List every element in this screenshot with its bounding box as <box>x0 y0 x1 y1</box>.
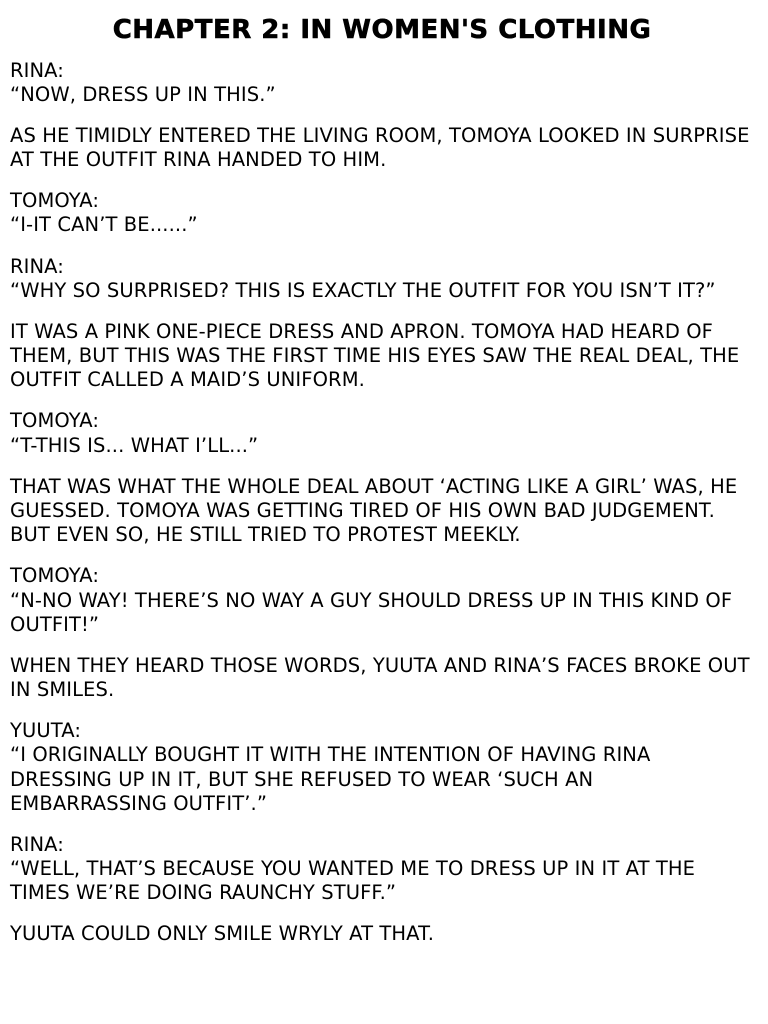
narration-block <box>10 124 754 172</box>
dialogue-block <box>10 833 754 906</box>
dialogue-line: “I-IT CAN’T BE......” <box>10 213 198 237</box>
dialogue-block <box>10 409 754 457</box>
page-title: CHAPTER 2: IN WOMEN'S CLOTHING <box>112 15 652 45</box>
dialogue-line: “I ORIGINALLY BOUGHT IT WITH THE INTENTION OF HAVING RINA DRESSING UP IN IT, BUT SHE REFUSED TO WEAR ‘SUCH AN EMBARRASSING OUTFIT’.” <box>10 743 651 815</box>
speaker-label: TOMOYA: <box>10 564 100 588</box>
narration-line: AS HE TIMIDLY ENTERED THE LIVING ROOM, TOMOYA LOOKED IN SURPRISE AT THE OUTFIT RINA HANDED TO HIM. <box>10 123 750 172</box>
dialogue-block <box>10 59 754 107</box>
dialogue-block <box>10 564 754 637</box>
narration-block <box>10 475 754 548</box>
story-body <box>10 59 754 947</box>
dialogue-block <box>10 189 754 237</box>
speaker-label: TOMOYA: <box>10 189 100 213</box>
dialogue-line: “WELL, THAT’S BECAUSE YOU WANTED ME TO DRESS UP IN IT AT THE TIMES WE’RE DOING RAUNCHY STUFF.” <box>10 857 696 905</box>
dialogue-block <box>10 255 754 303</box>
dialogue-line: “WHY SO SURPRISED? THIS IS EXACTLY THE OUTFIT FOR YOU ISN’T IT?” <box>10 278 716 302</box>
dialogue-line: “NOW, DRESS UP IN THIS.” <box>10 82 276 106</box>
narration-line: IT WAS A PINK ONE-PIECE DRESS AND APRON. TOMOYA HAD HEARD OF THEM, BUT THIS WAS THE FIRST TIME HIS EYES SAW THE REAL DEAL, THE OUTFIT CALLED A MAID’S UNIFORM. <box>10 319 740 392</box>
speaker-label: RINA: <box>10 254 64 278</box>
narration-block <box>10 922 754 946</box>
speaker-label: RINA: <box>10 832 64 856</box>
narration-line: YUUTA COULD ONLY SMILE WRYLY AT THAT. <box>10 922 435 946</box>
narration-block <box>10 654 754 702</box>
dialogue-line: “T-THIS IS... WHAT I’LL...” <box>10 433 259 457</box>
speaker-label: YUUTA: <box>10 719 82 743</box>
dialogue-block <box>10 719 754 816</box>
speaker-label: TOMOYA: <box>10 409 100 433</box>
narration-line: WHEN THEY HEARD THOSE WORDS, YUUTA AND RINA’S FACES BROKE OUT IN SMILES. <box>10 653 750 702</box>
speaker-label: RINA: <box>10 58 64 82</box>
narration-line: THAT WAS WHAT THE WHOLE DEAL ABOUT ‘ACTING LIKE A GIRL’ WAS, HE GUESSED. TOMOYA WAS GETTING TIRED OF HIS OWN BAD JUDGEMENT. BUT EVEN SO, HE STILL TRIED TO PROTEST MEEKLY. <box>10 474 738 547</box>
dialogue-line: “N-NO WAY! THERE’S NO WAY A GUY SHOULD DRESS UP IN THIS KIND OF OUTFIT!” <box>10 588 733 636</box>
narration-block <box>10 320 754 393</box>
